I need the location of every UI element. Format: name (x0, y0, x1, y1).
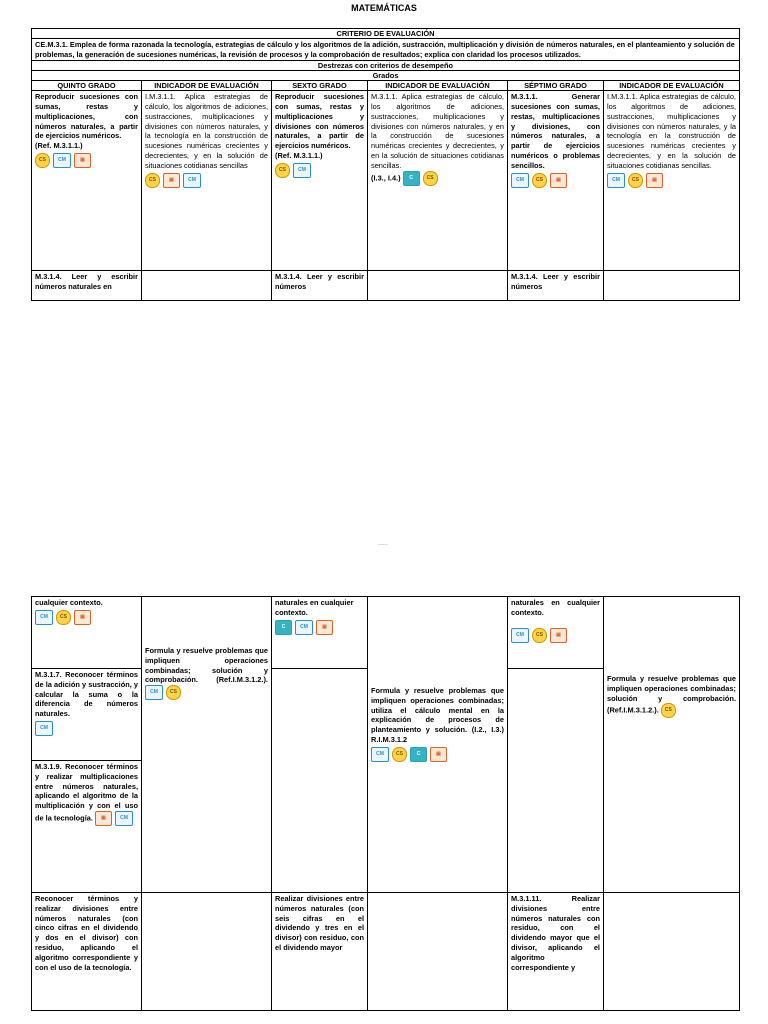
cs-icon: CS (423, 171, 438, 186)
cm-icon: CM (293, 163, 311, 178)
icon-group (275, 620, 364, 635)
cs-icon: CS (628, 173, 643, 188)
cell-empty (368, 271, 508, 301)
icon-group (95, 811, 133, 826)
cell-indicador-1 (142, 91, 272, 271)
grados-header: Grados (32, 71, 740, 81)
indicador-text (145, 646, 268, 700)
cs-icon: CS (532, 628, 547, 643)
cell-indicador-3 (604, 91, 740, 271)
screen-icon: ▣ (550, 173, 567, 188)
cs-icon: CS (166, 685, 181, 700)
criteria-table-top (31, 28, 740, 301)
cell-septimo-destreza (508, 91, 604, 271)
spacer (371, 598, 504, 686)
icon-group (511, 173, 600, 188)
destreza-text: naturales en cualquier contexto. (275, 598, 354, 617)
cell-quinto-cont (32, 597, 142, 669)
cell-empty (604, 271, 740, 301)
c-icon: C (403, 171, 420, 186)
spacer (145, 598, 268, 646)
cell-empty (604, 893, 740, 1011)
icon-group (35, 153, 138, 168)
column-header-indicador-1: INDICADOR DE EVALUACIÓN (142, 81, 272, 91)
criterio-text: CE.M.3.1. Emplea de forma razonada la tecnología, estrategias de cálculo y los algoritmos de la adición, sustracción, multiplicación y división de números naturales, en el planteamiento y solución de problemas, la generación de sucesiones numéricas, la revisión de procesos y la comprobación de resultados; explica con claridad los procesos utilizados. (32, 39, 740, 61)
indicador-text: Formula y resuelve problemas que impliquen operaciones combinadas; utiliza el cálculo mental en la explicación de procesos de planteamiento y solución. (I.2., I.3.) R.I.M.3.1.2 (371, 686, 504, 744)
cs-icon: CS (392, 747, 407, 762)
cell-empty (368, 893, 508, 1011)
cm-icon: CM (371, 747, 389, 762)
icon-group (35, 721, 138, 736)
cm-icon: CM (35, 721, 53, 736)
cell-quinto-m317 (32, 669, 142, 761)
icon-group (371, 747, 504, 762)
cell-empty (272, 669, 368, 893)
destreza-text: M.3.1.9. Reconocer términos y realizar multiplicaciones entre números naturales, aplicando el algoritmo de la multiplicación y con el uso de la tecnología. (35, 762, 138, 823)
cell-sexto-division: Realizar divisiones entre números naturales (con seis cifras en el dividendo y tres en el divisor) con residuo, con el dividendo mayor (272, 893, 368, 1011)
cell-indicador-2 (368, 91, 508, 271)
cell-septimo-m3111: M.3.1.11. Realizar divisiones entre números naturales con residuo, con el dividendo mayor que el divisor, aplicando el algoritmo correspondiente y (508, 893, 604, 1011)
cell-septimo-destreza-2: M.3.1.4. Leer y escribir números (508, 271, 604, 301)
screen-icon: ▣ (163, 173, 180, 188)
cell-quinto-destreza (32, 91, 142, 271)
icon-group (607, 173, 736, 188)
spacer (607, 598, 736, 674)
criteria-table-bottom (31, 596, 740, 1011)
destreza-text: cualquier contexto. (35, 598, 103, 607)
cell-quinto-destreza-2: M.3.1.4. Leer y escribir números naturales en (32, 271, 142, 301)
cm-icon: CM (183, 173, 201, 188)
icon-group (661, 703, 676, 718)
cell-quinto-m319 (32, 761, 142, 893)
screen-icon: ▣ (95, 811, 112, 826)
column-header-quinto: QUINTO GRADO (32, 81, 142, 91)
reference-text: (Ref. M.3.1.1.) (275, 150, 323, 160)
cm-icon: CM (35, 610, 53, 625)
cs-icon: CS (145, 173, 160, 188)
cm-icon: CM (53, 153, 71, 168)
cell-sexto-cont (272, 597, 368, 669)
icon-group (145, 173, 268, 188)
page-break-mark (378, 544, 388, 545)
cell-empty (508, 669, 604, 893)
reference-text: (I.3., I.4.) (371, 173, 401, 183)
page-title: MATEMÁTICAS (351, 3, 417, 13)
cs-icon: CS (35, 153, 50, 168)
cell-indicador-3-b (604, 597, 740, 893)
cell-indicador-2-b (368, 597, 508, 893)
criterio-header: CRITERIO DE EVALUACIÓN (32, 29, 740, 39)
c-icon: C (275, 620, 292, 635)
icon-group (145, 685, 181, 700)
indicador-text: I.M.3.1.1. Aplica estrategias de cálculo, los algoritmos de adiciones, sustracciones, multiplicaciones y divisiones con números naturales, y la tecnología en la construcción de sucesiones numéricas crecientes y decrecientes, y en la solución de situaciones cotidianas sencillas. (607, 92, 736, 170)
screen-icon: ▣ (74, 610, 91, 625)
cm-icon: CM (145, 685, 163, 700)
cell-empty (142, 893, 272, 1011)
cm-icon: CM (295, 620, 313, 635)
screen-icon: ▣ (316, 620, 333, 635)
column-header-sexto: SEXTO GRADO (272, 81, 368, 91)
indicador-ref-row (371, 171, 504, 186)
column-header-indicador-3: INDICADOR DE EVALUACIÓN (604, 81, 740, 91)
indicador-text-body: Formula y resuelve problemas que impliquen operaciones combinadas; solución y comprobación. (Ref.I.M.3.1.2.). (607, 674, 736, 715)
destreza-text: M.3.1.1. Generar sucesiones con sumas, restas, multiplicaciones y divisiones, con números naturales, a partir de ejercicios numéricos o problemas sencillos. (511, 92, 600, 170)
screen-icon: ▣ (646, 173, 663, 188)
icon-group (511, 628, 600, 643)
cell-quinto-division: Reconocer términos y realizar divisiones entre números naturales (con cinco cifras en el dividendo y dos en el divisor) con residuo, aplicando el algoritmo correspondiente y con el uso de la tecnología. (32, 893, 142, 1011)
screen-icon: ▣ (430, 747, 447, 762)
icon-group (403, 171, 438, 186)
reference-text: (Ref. M.3.1.1.) (35, 141, 83, 151)
destreza-text: M.3.1.7. Reconocer términos de la adición y sustracción, y calcular la suma o la diferencia de números naturales. (35, 670, 138, 719)
indicador-text-body: Formula y resuelve problemas que impliquen operaciones combinadas; solución y comprobación. (Ref.I.M.3.1.2.). (145, 646, 268, 685)
cell-empty (142, 271, 272, 301)
column-header-indicador-2: INDICADOR DE EVALUACIÓN (368, 81, 508, 91)
cell-septimo-cont (508, 597, 604, 669)
cm-icon: CM (511, 173, 529, 188)
c-icon: C (410, 747, 427, 762)
indicador-text (607, 674, 736, 718)
cs-icon: CS (56, 610, 71, 625)
cs-icon: CS (275, 163, 290, 178)
destrezas-header: Destrezas con criterios de desempeño (32, 61, 740, 71)
screen-icon: ▣ (550, 628, 567, 643)
icon-group (35, 610, 138, 625)
cm-icon: CM (511, 628, 529, 643)
cm-icon: CM (607, 173, 625, 188)
icon-group (275, 163, 364, 178)
column-header-septimo: SÉPTIMO GRADO (508, 81, 604, 91)
cell-sexto-destreza-2: M.3.1.4. Leer y escribir números (272, 271, 368, 301)
destreza-text: Reproducir sucesiones con sumas, restas y multiplicaciones y divisiones con números naturales, a partir de ejercicios numéricos. (275, 92, 364, 151)
indicador-text: M.3.1.1. Aplica estrategias de cálculo, los algoritmos de adiciones, sustracciones, multiplicaciones y divisiones con números naturales, y en la construcción de sucesiones numéricas crecientes y decrecientes, y en la solución de situaciones cotidianas sencillas. (371, 92, 504, 170)
screen-icon: ▣ (74, 153, 91, 168)
indicador-text: I.M.3.1.1. Aplica estrategias de cálculo, los algoritmos de adiciones, sustracciones, multiplicaciones y divisiones con números naturales, y la tecnología en la construcción de sucesiones numéricas crecientes y decrecientes, y en la solución de situaciones cotidianas sencillas (145, 92, 268, 170)
cell-sexto-destreza (272, 91, 368, 271)
destreza-text: naturales en cualquier contexto. (511, 598, 600, 617)
cell-indicador-1-b (142, 597, 272, 893)
destreza-text: Reproducir sucesiones con sumas, restas y multiplicaciones, con números naturales, a partir de ejercicios numéricos. (35, 92, 138, 141)
cs-icon: CS (532, 173, 547, 188)
cs-icon: CS (661, 703, 676, 718)
cm-icon: CM (115, 811, 133, 826)
